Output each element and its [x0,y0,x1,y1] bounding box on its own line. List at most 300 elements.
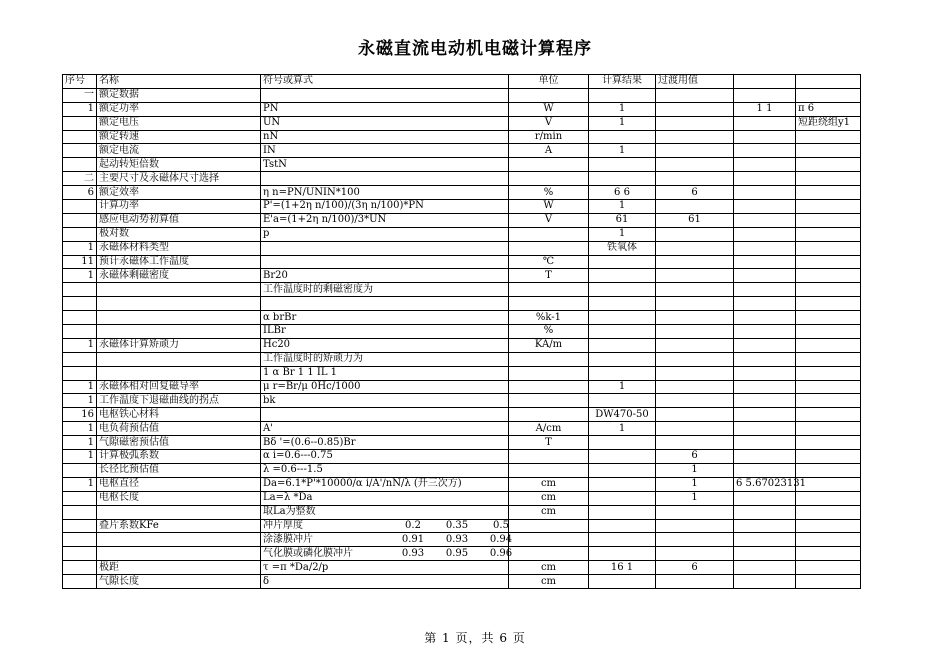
row-transit [656,158,734,172]
row-unit [509,227,589,241]
stacking-label: 涂漆膜冲片 [263,533,313,545]
row-name: 永磁体计算矫顽力 [97,338,261,352]
row-unit: V [509,213,589,227]
row-unit [509,450,589,464]
stacking-label: 气化膜或磷化膜冲片 [263,547,353,559]
row-formula [261,255,509,269]
stacking-factor-value: 0.35 [445,519,469,531]
row-result [589,519,656,533]
row-result: DW470-50 [589,408,656,422]
row-number [63,116,97,130]
table-row [63,436,861,450]
row-name: 起动转矩倍数 [97,158,261,172]
row-transit: 1 [656,491,734,505]
row-number [63,227,97,241]
row-transit [656,325,734,339]
row-transit [656,200,734,214]
row-extra-1 [734,116,796,130]
row-transit [656,575,734,589]
row-name: 气隙磁密预估值 [97,436,261,450]
table-row [63,519,861,533]
table-row [63,102,861,116]
table-row [63,283,861,297]
row-result: 1 [589,116,656,130]
row-name: 叠片系数KFe [97,519,261,533]
row-unit [509,366,589,380]
row-transit [656,366,734,380]
row-number [63,463,97,477]
row-result [589,130,656,144]
row-name: 工作温度下退磁曲线的拐点 [97,394,261,408]
row-transit [656,338,734,352]
row-unit: cm [509,491,589,505]
table-row [63,477,861,491]
row-extra-2 [796,255,861,269]
row-name: 额定功率 [97,102,261,116]
row-name: 电枢长度 [97,491,261,505]
row-transit: 6 [656,186,734,200]
row-unit: W [509,102,589,116]
row-result [589,283,656,297]
row-transit [656,255,734,269]
row-unit: A/cm [509,422,589,436]
row-extra-2 [796,325,861,339]
row-number [63,519,97,533]
row-unit [509,297,589,311]
row-unit: ℃ [509,255,589,269]
row-extra-1: 6 5.67023131 [734,477,796,491]
row-result [589,338,656,352]
table-row [63,561,861,575]
row-unit: cm [509,477,589,491]
row-formula [261,172,509,186]
row-extra-1 [734,394,796,408]
row-name [97,366,261,380]
row-extra-2 [796,213,861,227]
row-unit: W [509,200,589,214]
row-formula: A' [261,422,509,436]
table-row [63,575,861,589]
row-extra-2 [796,408,861,422]
row-result [589,505,656,519]
row-transit [656,422,734,436]
row-name [97,547,261,561]
row-transit [656,88,734,102]
row-transit [656,172,734,186]
row-formula [261,297,509,311]
row-extra-2 [796,352,861,366]
header-formula: 符号或算式 [261,75,509,89]
row-unit: KA/m [509,338,589,352]
row-unit [509,463,589,477]
table-row [63,88,861,102]
row-transit: 6 [656,450,734,464]
row-result [589,547,656,561]
row-unit: r/min [509,130,589,144]
row-unit: % [509,186,589,200]
row-number [63,547,97,561]
row-formula: 工作温度时的剩磁密度为 [261,283,509,297]
row-extra-1 [734,186,796,200]
header-no: 序号 [63,75,97,89]
row-unit [509,283,589,297]
row-number [63,311,97,325]
row-name [97,283,261,297]
table-row [63,297,861,311]
row-formula: p [261,227,509,241]
row-number [63,561,97,575]
table-row [63,241,861,255]
row-number [63,130,97,144]
table-body [63,75,861,589]
row-result [589,269,656,283]
row-extra-2 [796,158,861,172]
row-extra-2 [796,505,861,519]
row-extra-2 [796,533,861,547]
table-row [63,186,861,200]
row-transit [656,533,734,547]
row-result [589,366,656,380]
row-result: 1 [589,227,656,241]
row-unit [509,88,589,102]
table-row [63,158,861,172]
row-extra-1 [734,172,796,186]
table-row [63,352,861,366]
table-row [63,325,861,339]
row-transit: 6 [656,561,734,575]
header-name: 名称 [97,75,261,89]
row-formula: α brBr [261,311,509,325]
row-transit [656,269,734,283]
row-extra-1 [734,88,796,102]
table-row [63,200,861,214]
row-extra-2 [796,172,861,186]
table-row [63,422,861,436]
row-unit: cm [509,561,589,575]
stacking-factor-value: 0.93 [445,533,469,545]
table-row [63,269,861,283]
row-extra-2 [796,227,861,241]
stacking-factor-value: 0.95 [445,547,469,559]
row-formula: τ =π *Da/2/p [261,561,509,575]
row-formula: bk [261,394,509,408]
stacking-factor-value: 0.91 [401,533,425,545]
stacking-factor-value: 0.5 [493,519,509,531]
table-row [63,450,861,464]
row-extra-2 [796,186,861,200]
row-name: 永磁体相对回复磁导率 [97,380,261,394]
row-formula: η n=PN/UNIN*100 [261,186,509,200]
row-unit: A [509,144,589,158]
row-name: 额定效率 [97,186,261,200]
row-result: 铁氧体 [589,241,656,255]
row-name: 计算极弧系数 [97,450,261,464]
row-formula: E'a=(1+2η n/100)/3*UN [261,213,509,227]
row-extra-2 [796,130,861,144]
table-row [63,213,861,227]
row-name [97,311,261,325]
row-number: 二 [63,172,97,186]
row-extra-1 [734,505,796,519]
row-number [63,491,97,505]
row-unit [509,352,589,366]
row-unit [509,394,589,408]
header-extra-2 [796,75,861,89]
table-row [63,227,861,241]
header-result: 计算结果 [589,75,656,89]
row-formula [261,241,509,255]
row-number: 1 [63,394,97,408]
row-result [589,491,656,505]
row-extra-1 [734,519,796,533]
row-result [589,575,656,589]
row-number: 1 [63,269,97,283]
row-unit: T [509,269,589,283]
row-extra-1 [734,311,796,325]
row-unit: cm [509,575,589,589]
row-result [589,255,656,269]
row-number [63,144,97,158]
row-extra-2 [796,394,861,408]
row-extra-1 [734,533,796,547]
row-formula: Bδ '=(0.6--0.85)Br [261,436,509,450]
row-number [63,213,97,227]
table-row [63,547,861,561]
row-formula: IN [261,144,509,158]
row-result: 1 [589,200,656,214]
row-name: 极对数 [97,227,261,241]
row-transit [656,227,734,241]
table-row [63,116,861,130]
row-result [589,533,656,547]
row-formula: TstN [261,158,509,172]
table-row [63,533,861,547]
table-row [63,463,861,477]
row-name: 感应电动势初算值 [97,213,261,227]
row-number: 一 [63,88,97,102]
row-result: 61 [589,213,656,227]
row-number: 1 [63,422,97,436]
row-extra-1 [734,561,796,575]
stacking-factor-value: 0.94 [489,533,513,545]
row-result: 1 [589,380,656,394]
row-extra-1 [734,450,796,464]
row-extra-2 [796,200,861,214]
row-extra-1 [734,422,796,436]
row-extra-2 [796,269,861,283]
row-formula: nN [261,130,509,144]
row-name: 额定电压 [97,116,261,130]
row-name: 主要尺寸及永磁体尺寸选择 [97,172,261,186]
row-transit [656,547,734,561]
row-unit [509,408,589,422]
row-result [589,172,656,186]
row-transit [656,116,734,130]
row-transit [656,394,734,408]
row-number [63,352,97,366]
table-row [63,172,861,186]
row-extra-2 [796,491,861,505]
row-unit [509,158,589,172]
row-transit [656,297,734,311]
row-number: 1 [63,102,97,116]
row-transit: 1 [656,463,734,477]
row-number [63,325,97,339]
row-number: 1 [63,338,97,352]
row-formula: La=λ *Da [261,491,509,505]
row-extra-2 [796,519,861,533]
row-number: 11 [63,255,97,269]
row-name: 额定转速 [97,130,261,144]
row-number: 1 [63,241,97,255]
table-row [63,338,861,352]
row-unit: %k-1 [509,311,589,325]
row-unit [509,241,589,255]
row-transit [656,436,734,450]
row-transit: 1 [656,477,734,491]
row-transit [656,380,734,394]
row-extra-1: 1 1 [734,102,796,116]
row-extra-2: 短距绕组y1 [796,116,861,130]
row-result [589,311,656,325]
row-extra-2 [796,575,861,589]
row-formula: Hc20 [261,338,509,352]
row-result [589,477,656,491]
stacking-label: 冲片厚度 [263,519,303,531]
row-formula: Da=6.1*P'*10000/α i/A'/nN/λ (开三次方) [261,477,509,491]
row-extra-2 [796,144,861,158]
row-transit [656,505,734,519]
row-extra-2: π 6 [796,102,861,116]
stacking-factor-value: 0.96 [489,547,513,559]
header-extra-1 [734,75,796,89]
row-transit [656,283,734,297]
row-extra-2 [796,297,861,311]
row-name: 电负荷预估值 [97,422,261,436]
row-extra-1 [734,241,796,255]
stacking-factor-value: 0.93 [401,547,425,559]
row-formula [261,519,509,533]
row-number: 16 [63,408,97,422]
row-extra-1 [734,283,796,297]
row-extra-1 [734,200,796,214]
stacking-factor-value: 0.2 [405,519,421,531]
row-transit [656,408,734,422]
table-row [63,130,861,144]
row-result [589,325,656,339]
row-result [589,463,656,477]
row-extra-2 [796,422,861,436]
row-extra-1 [734,213,796,227]
row-extra-1 [734,547,796,561]
table-row [63,380,861,394]
header-unit: 单位 [509,75,589,89]
table-row [63,144,861,158]
row-extra-1 [734,463,796,477]
table-row [63,505,861,519]
row-name: 永磁体剩磁密度 [97,269,261,283]
table-row [63,255,861,269]
row-formula: μ r=Br/μ 0Hc/1000 [261,380,509,394]
row-formula: Br20 [261,269,509,283]
row-number [63,283,97,297]
row-transit [656,130,734,144]
row-name: 额定电流 [97,144,261,158]
row-name: 预计永磁体工作温度 [97,255,261,269]
row-number [63,297,97,311]
row-name: 极距 [97,561,261,575]
row-extra-1 [734,158,796,172]
row-extra-1 [734,436,796,450]
row-number: 1 [63,380,97,394]
row-unit [509,380,589,394]
row-formula [261,533,513,547]
row-extra-2 [796,450,861,464]
table-header-row [63,75,861,89]
row-extra-2 [796,463,861,477]
row-extra-1 [734,491,796,505]
row-number: 1 [63,450,97,464]
row-unit: T [509,436,589,450]
row-extra-1 [734,325,796,339]
row-result: 1 [589,422,656,436]
row-result [589,450,656,464]
row-name [97,533,261,547]
row-name: 电枢铁心材料 [97,408,261,422]
row-number [63,366,97,380]
row-extra-1 [734,130,796,144]
row-extra-1 [734,144,796,158]
row-result: 1 [589,144,656,158]
table-row [63,366,861,380]
row-unit: % [509,325,589,339]
row-name [97,505,261,519]
row-name [97,352,261,366]
row-extra-2 [796,380,861,394]
row-number [63,200,97,214]
row-transit [656,144,734,158]
row-extra-2 [796,338,861,352]
row-extra-2 [796,366,861,380]
row-number: 1 [63,436,97,450]
row-transit: 61 [656,213,734,227]
row-number [63,158,97,172]
row-formula [261,408,509,422]
row-extra-2 [796,311,861,325]
row-formula: α i=0.6---0.75 [261,450,509,464]
row-number [63,505,97,519]
row-formula: δ [261,575,509,589]
row-result [589,158,656,172]
row-extra-1 [734,352,796,366]
row-extra-1 [734,575,796,589]
row-result: 1 [589,102,656,116]
row-number: 1 [63,477,97,491]
calculation-table [62,74,861,589]
row-extra-1 [734,269,796,283]
row-result: 6 6 [589,186,656,200]
row-name: 电枢直径 [97,477,261,491]
row-transit [656,519,734,533]
row-transit [656,102,734,116]
row-extra-2 [796,547,861,561]
row-extra-2 [796,436,861,450]
row-unit: V [509,116,589,130]
table-row [63,311,861,325]
row-extra-1 [734,408,796,422]
row-formula [261,88,509,102]
row-formula: P'=(1+2η n/100)/(3η n/100)*PN [261,200,509,214]
